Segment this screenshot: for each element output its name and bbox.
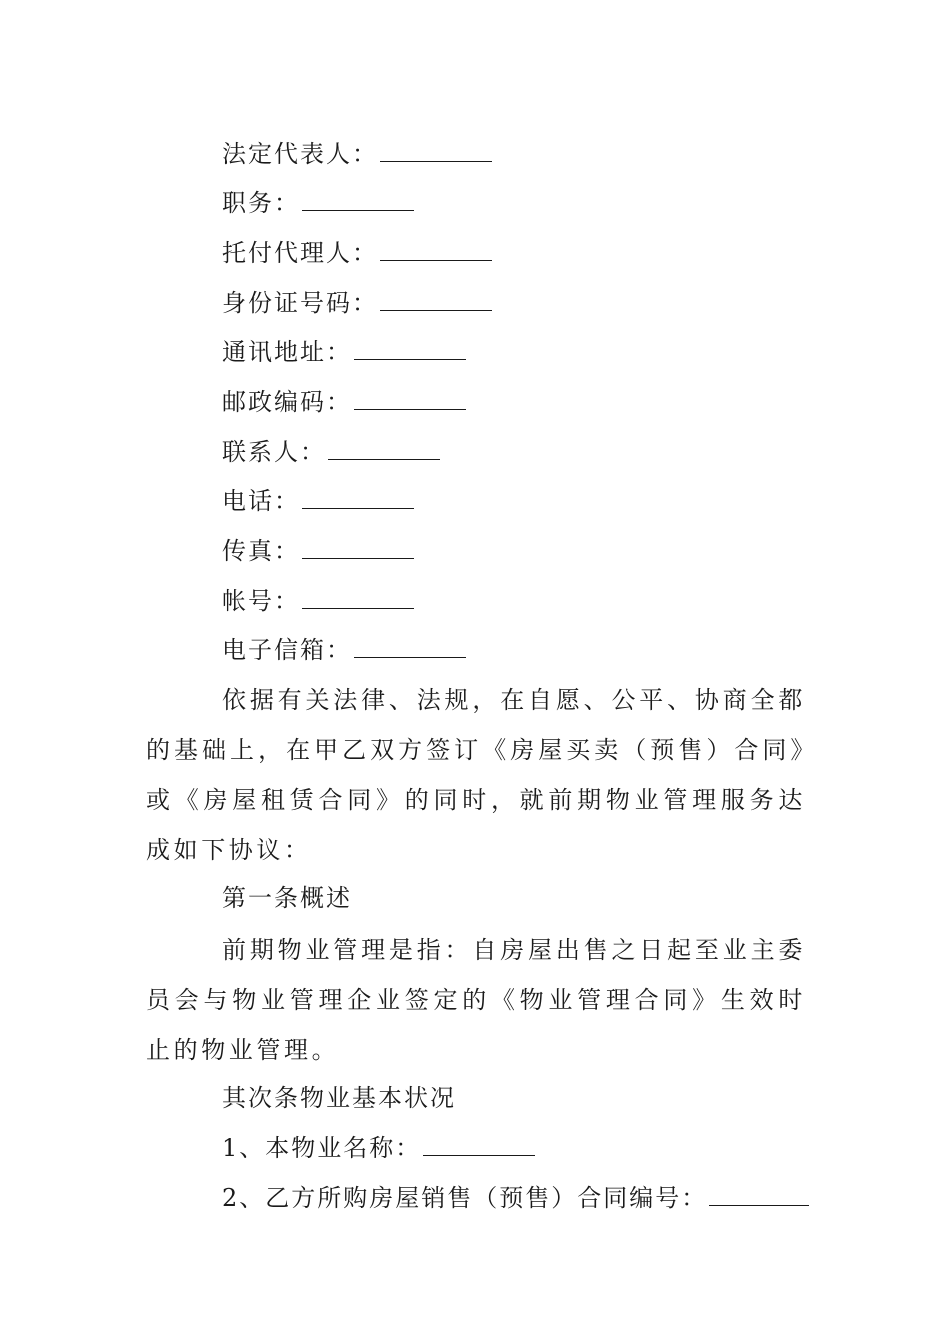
field-label: 通讯地址： xyxy=(222,338,352,366)
fill-blank xyxy=(380,259,492,261)
field-label: 身份证号码： xyxy=(222,289,378,317)
field-label: 法定代表人： xyxy=(222,140,378,168)
fill-blank xyxy=(380,160,492,162)
fill-blank xyxy=(380,309,492,311)
field-label: 托付代理人： xyxy=(222,239,378,267)
field-id-number xyxy=(222,283,492,323)
item-label: 2、乙方所购房屋销售（预售）合同编号： xyxy=(222,1184,708,1212)
field-label: 职务： xyxy=(222,189,300,217)
fill-blank xyxy=(302,557,414,559)
fill-blank xyxy=(423,1154,535,1156)
fill-blank xyxy=(354,408,466,410)
fill-blank xyxy=(302,607,414,609)
field-address xyxy=(222,332,466,372)
article2-item1 xyxy=(222,1128,535,1168)
fill-blank xyxy=(328,458,440,460)
intro-paragraph: 依据有关法律、法规，在自愿、公平、协商全都的基础上，在甲乙双方签订《房屋买卖（预售）合同》或《房屋租赁合同》的同时，就前期物业管理服务达成如下协议： xyxy=(146,686,806,864)
field-email xyxy=(222,630,466,670)
fill-blank xyxy=(302,209,414,211)
field-label: 联系人： xyxy=(222,438,326,466)
item-label: 1、本物业名称： xyxy=(222,1134,422,1162)
article1-body: 前期物业管理是指：自房屋出售之日起至业主委员会与物业管理企业签定的《物业管理合同》生效时止的物业管理。 xyxy=(146,936,806,1064)
field-label: 传真： xyxy=(222,537,300,565)
field-fax xyxy=(222,531,414,571)
field-label: 帐号： xyxy=(222,587,300,615)
field-phone xyxy=(222,481,414,521)
fill-blank xyxy=(354,656,466,658)
article1-heading: 第一条概述 xyxy=(222,884,352,912)
field-label: 电子信箱： xyxy=(222,636,352,664)
field-position xyxy=(222,183,414,223)
article2-item2 xyxy=(222,1178,809,1218)
field-account xyxy=(222,581,414,621)
fill-blank xyxy=(302,507,414,509)
field-legal-representative xyxy=(222,134,492,174)
article2-heading: 其次条物业基本状况 xyxy=(222,1084,456,1112)
field-label: 电话： xyxy=(222,487,300,515)
field-authorized-agent xyxy=(222,233,492,273)
field-label: 邮政编码： xyxy=(222,388,352,416)
fill-blank xyxy=(354,358,466,360)
field-postal-code xyxy=(222,382,466,422)
fill-blank xyxy=(709,1204,809,1206)
field-contact-person xyxy=(222,432,440,472)
